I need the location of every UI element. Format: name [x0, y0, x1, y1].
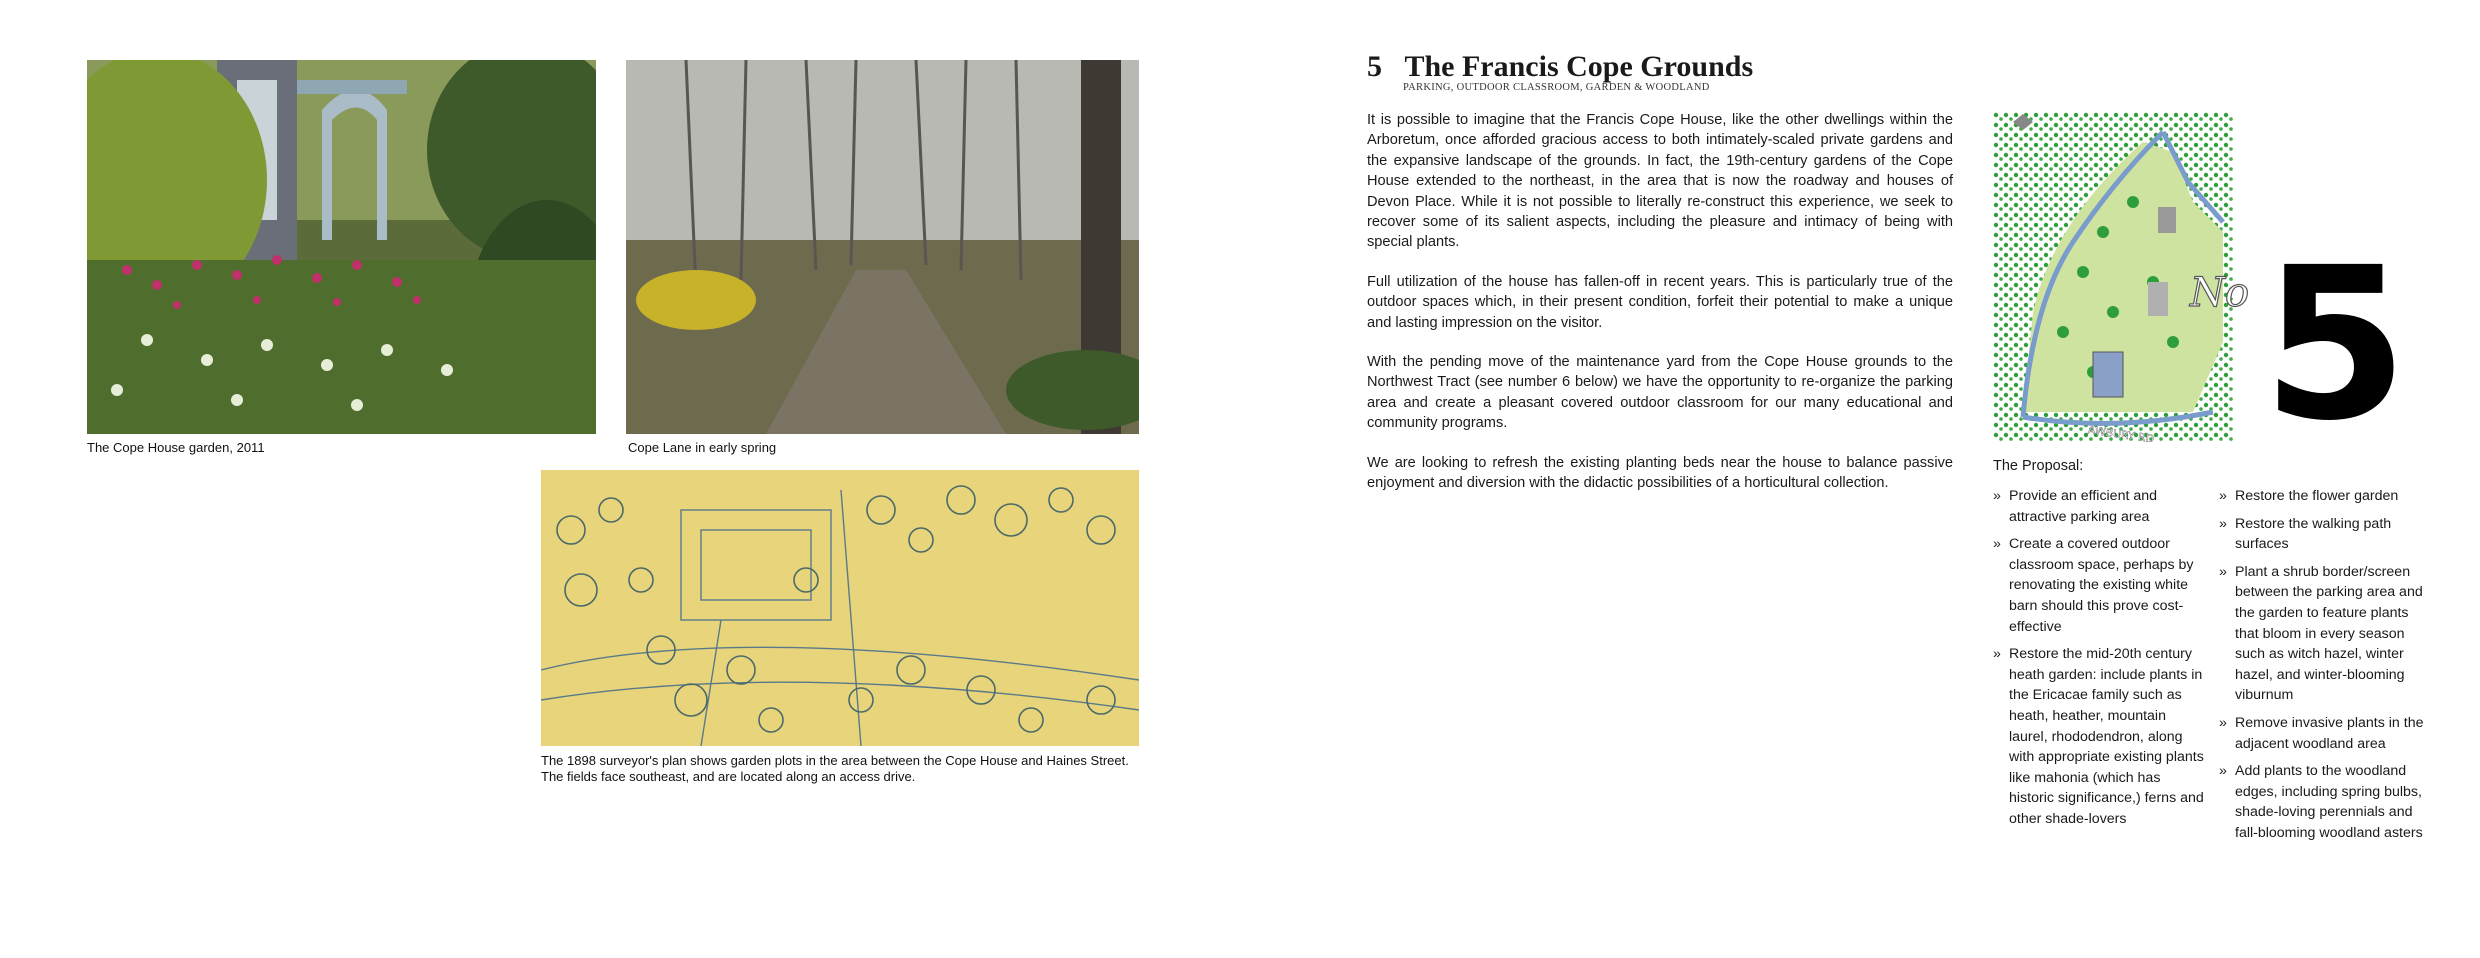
list-item: » Provide an efficient and attractive parking area: [1993, 486, 2205, 527]
proposal-list-right: [2219, 486, 2434, 851]
list-item: » Create a covered outdoor classroom space, perhaps by renovating the existing white barn should this prove cost-effective: [1993, 534, 2205, 637]
number-prefix-label: No: [2190, 270, 2250, 316]
list-item: » Restore the mid-20th century heath garden: include plants in the Ericacae family such as heath, heather, mountain laurel, rhododendron, along with appropriate existing plants like mahonia (which has historic significance,) ferns and other shade-lovers: [1993, 644, 2205, 829]
cope-house-garden-photo: [87, 60, 596, 434]
plan-caption-line2: The fields face southeast, and are located along an access drive.: [541, 769, 916, 784]
list-item: » Add plants to the woodland edges, including spring bulbs, shade-loving perennials and fall-blooming woodland asters: [2219, 761, 2434, 843]
section-heading: [1367, 50, 1753, 84]
body-text: [1367, 110, 1953, 513]
photo2-caption: Cope Lane in early spring: [628, 440, 777, 455]
list-item: » Restore the walking path surfaces: [2219, 514, 2434, 555]
surveyor-plan-image: [541, 470, 1139, 746]
proposal-list-left: [1993, 486, 2205, 837]
plan-caption-line1: The 1898 surveyor's plan shows garden plots in the area between the Cope House and Haines Street.: [541, 753, 1129, 768]
plan-caption: [541, 753, 1161, 785]
list-item: » Restore the flower garden: [2219, 486, 2434, 507]
body-paragraph-2: Full utilization of the house has fallen-off in recent years. This is particularly true of the outdoor spaces which, in their present condition, forfeit their potential to make a unique and lasting impression on the visitor.: [1367, 273, 1953, 331]
page-title: The Francis Cope Grounds: [1404, 50, 1754, 83]
body-paragraph-3: With the pending move of the maintenance yard from the Cope House grounds to the Northwest Tract (see number 6 below) we have the opportunity to re-organize the parking area and create a pleasant covered outdoor classroom for our many educational and community programs.: [1367, 354, 1953, 432]
page-subtitle: PARKING, OUTDOOR CLASSROOM, GARDEN & WOODLAND: [1403, 82, 1710, 93]
list-item: » Plant a shrub border/screen between the parking area and the garden to feature plants that bloom in every season such as witch hazel, winter hazel, and winter-blooming viburnum: [2219, 562, 2434, 706]
body-paragraph-1: It is possible to imagine that the Francis Cope House, like the other dwellings within the Arboretum, once afforded gracious access to both intimately-scaled private gardens and the expansive landscape of the grounds. In fact, the 19th-century gardens of the Cope House extended to the northeast, in the area that is now the roadway and houses of Devon Place. While it is not possible to literally re-construct this experience, we seek to recover some of its salient aspects, including the pleasure and intimacy of being with special plants.: [1367, 112, 1953, 251]
photo1-caption: The Cope House garden, 2011: [87, 440, 265, 455]
body-paragraph-4: We are looking to refresh the existing planting beds near the house to balance passive enjoyment and diversion with the didactic possibilities of a horticultural collection.: [1367, 454, 1953, 492]
section-number: 5: [1367, 50, 1382, 83]
big-section-number: 5: [2262, 222, 2409, 467]
map-road-label: AWBURY RD: [2087, 423, 2155, 442]
cope-lane-photo: [626, 60, 1139, 434]
proposal-heading: The Proposal:: [1993, 458, 2084, 474]
list-item: » Remove invasive plants in the adjacent woodland area: [2219, 713, 2434, 754]
